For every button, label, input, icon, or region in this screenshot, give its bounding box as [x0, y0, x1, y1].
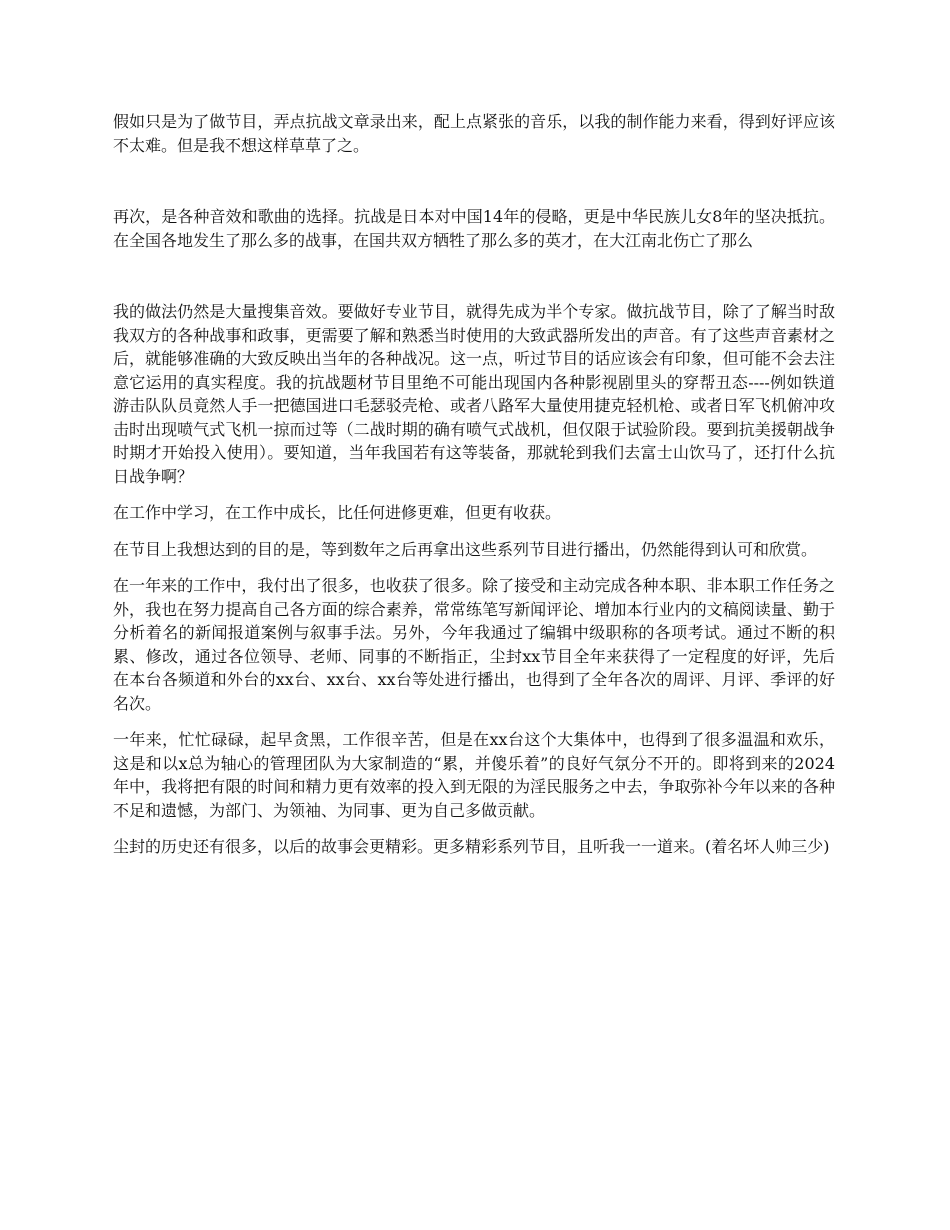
document-body [113, 110, 835, 872]
paragraph-1: 假如只是为了做节目，弄点抗战文章录出来，配上点紧张的音乐，以我的制作能力来看，得到好评应该不太难。但是我不想这样草草了之。 [113, 112, 835, 155]
paragraph-4: 在工作中学习，在工作中成长，比任何进修更难，但更有收获。 [113, 503, 562, 522]
paragraph-7: 一年来，忙忙碌碌，起早贪黑，工作很辛苦，但是在xx台这个大集体中，也得到了很多温温和欢乐，这是和以x总为轴心的管理团队为大家制造的“累，并傻乐着”的良好气氛分不开的。即将到来的2024年中，我将把有限的时间和精力更有效率的投入到无限的为淫民服务之中去，争取弥补今年以来的各种不足和遗憾，为部门、为领袖、为同事、更为自己多做贡献。 [113, 730, 835, 820]
paragraph-8: 尘封的历史还有很多，以后的故事会更精彩。更多精彩系列节目，且听我一一道来。(着名坏人帅三少) [113, 837, 830, 856]
paragraph-2: 再次，是各种音效和歌曲的选择。抗战是日本对中国14年的侵略，更是中华民族儿女8年的坚决抵抗。在全国各地发生了那么多的战事，在国共双方牺牲了那么多的英才，在大江南北伤亡了那么 [113, 207, 835, 250]
paragraph-5: 在节目上我想达到的目的是，等到数年之后再拿出这些系列节目进行播出，仍然能得到认可和欣赏。 [113, 539, 818, 559]
paragraph-6: 在一年来的工作中，我付出了很多，也收获了很多。除了接受和主动完成各种本职、非本职工作任务之外，我也在努力提高自己各方面的综合素养，常常练笔写新闻评论、增加本行业内的文稿阅读量、勤于分析着名的新闻报道案例与叙事手法。另外，今年我通过了编辑中级职称的各项考试。通过不断的积累、修改，通过各位领导、老师、同事的不断指正，尘封xx节目全年来获得了一定程度的好评，先后在本台各频道和外台的xx台、xx台、xx台等处进行播出，也得到了全年各次的周评、月评、季评的好名次。 [113, 576, 835, 713]
paragraph-3: 我的做法仍然是大量搜集音效。要做好专业节目，就得先成为半个专家。做抗战节目，除了了解当时敌我双方的各种战事和政事，更需要了解和熟悉当时使用的大致武器所发出的声音。有了这些声音素材之后，就能够准确的大致反映出当年的各种战况。这一点，听过节目的话应该会有印象，但可能不会去注意它运用的真实程度。我的抗战题材节目里绝不可能出现国内各种影视剧里头的穿帮丑态----例如铁道游击队队员竟然人手一把德国进口毛瑟驳壳枪、或者八路军大量使用捷克轻机枪、或者日军飞机俯冲攻击时出现喷气式飞机一掠而过等（二战时期的确有喷气式战机，但仅限于试验阶段。要到抗美援朝战争时期才开始投入使用）。要知道，当年我国若有这等装备，那就轮到我们去富士山饮马了，还打什么抗日战争啊？ [113, 302, 835, 486]
